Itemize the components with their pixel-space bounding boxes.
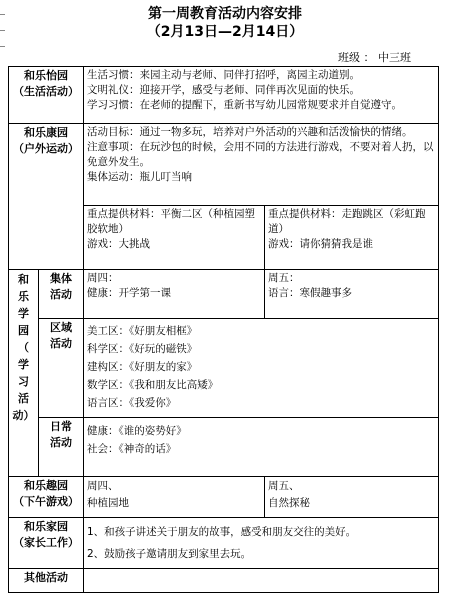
area-line: 数学区：《我和朋友比高矮》	[87, 378, 219, 391]
family-section-label: 和乐家园 （家长工作）	[9, 518, 84, 569]
page-title: 第一周教育活动内容安排	[148, 6, 302, 22]
life-line: 学习习惯：在老师的提醒下，重新书写幼儿园常规要求并自觉遵守。	[87, 99, 402, 111]
daily-line: 社会：《神奇的话》	[87, 442, 177, 455]
life-line: 文明礼仪：迎接开学，感受与老师、同伴再次见面的快乐。	[87, 84, 360, 96]
daily-row	[9, 417, 439, 476]
collective-thursday: 周四： 健康：开学第一课	[84, 269, 265, 318]
daily-content	[84, 417, 439, 476]
outdoor-line: 活动目标：通过一物多玩，培养对户外活动的兴趣和活泼愉快的情绪。	[87, 126, 413, 139]
area-line: 科学区：《好玩的磁铁》	[87, 342, 198, 355]
area-row	[9, 318, 439, 417]
outdoor-materials-right: 重点提供材料：走跑跳区（彩虹跑道） 游戏：请你猜猜我是谁	[265, 206, 439, 269]
learning-section-label: 和 乐 学 园 （ 学 习 活 动）	[9, 269, 39, 477]
family-line: 2、鼓励孩子邀请朋友到家里去玩。	[87, 548, 252, 561]
outdoor-line: 注意事项：在玩沙包的时候，会用不同的方法进行游戏，不要对着人扔，以免意外发生。	[87, 141, 434, 169]
afternoon-thursday: 周四、 种植园地	[84, 477, 265, 518]
area-line: 语言区：《我爱你》	[87, 396, 177, 409]
outdoor-content	[84, 124, 439, 206]
afternoon-friday: 周五、 自然探秘	[265, 477, 439, 518]
life-content	[84, 67, 439, 124]
family-row	[9, 518, 439, 569]
area-content	[84, 318, 439, 417]
daily-label: 日常 活动	[39, 417, 84, 476]
daily-line: 健康：《谁的姿势好》	[87, 424, 187, 437]
life-line: 生活习惯：来园主动与老师、同伴打招呼，离园主动道别。	[87, 69, 360, 81]
area-line: 建构区：《好朋友的家》	[87, 360, 198, 373]
life-section-label: 和乐怡园 （生活活动）	[9, 67, 84, 124]
afternoon-section-label: 和乐趣园 （下午游戏）	[9, 477, 84, 518]
outdoor-row	[9, 124, 439, 206]
area-label: 区域 活动	[39, 318, 84, 417]
schedule-table	[8, 66, 439, 593]
family-line: 1、和孩子讲述关于朋友的故事，感受和朋友交往的美好。	[87, 526, 357, 539]
other-section-label: 其他活动	[9, 569, 84, 593]
outdoor-line: 集体运动：瓶儿叮当响	[87, 171, 192, 184]
life-row	[9, 67, 439, 124]
collective-friday: 周五： 语言：寒假趣事多	[265, 269, 439, 318]
outdoor-materials-left: 重点提供材料：平衡二区（种植园塑胶软地） 游戏：大挑战	[84, 206, 265, 269]
collective-row	[9, 269, 439, 318]
date-range: （2月13日—2月14日）	[146, 24, 304, 40]
collective-label: 集体 活动	[39, 269, 84, 318]
family-content	[84, 518, 439, 569]
other-content	[84, 569, 439, 593]
other-row	[9, 569, 439, 593]
area-line: 美工区：《好朋友相框》	[87, 324, 198, 337]
afternoon-row	[9, 477, 439, 518]
class-label: 班级 ： 中三班	[338, 51, 411, 64]
outdoor-section-label: 和乐康园 （户外运动）	[9, 124, 84, 269]
